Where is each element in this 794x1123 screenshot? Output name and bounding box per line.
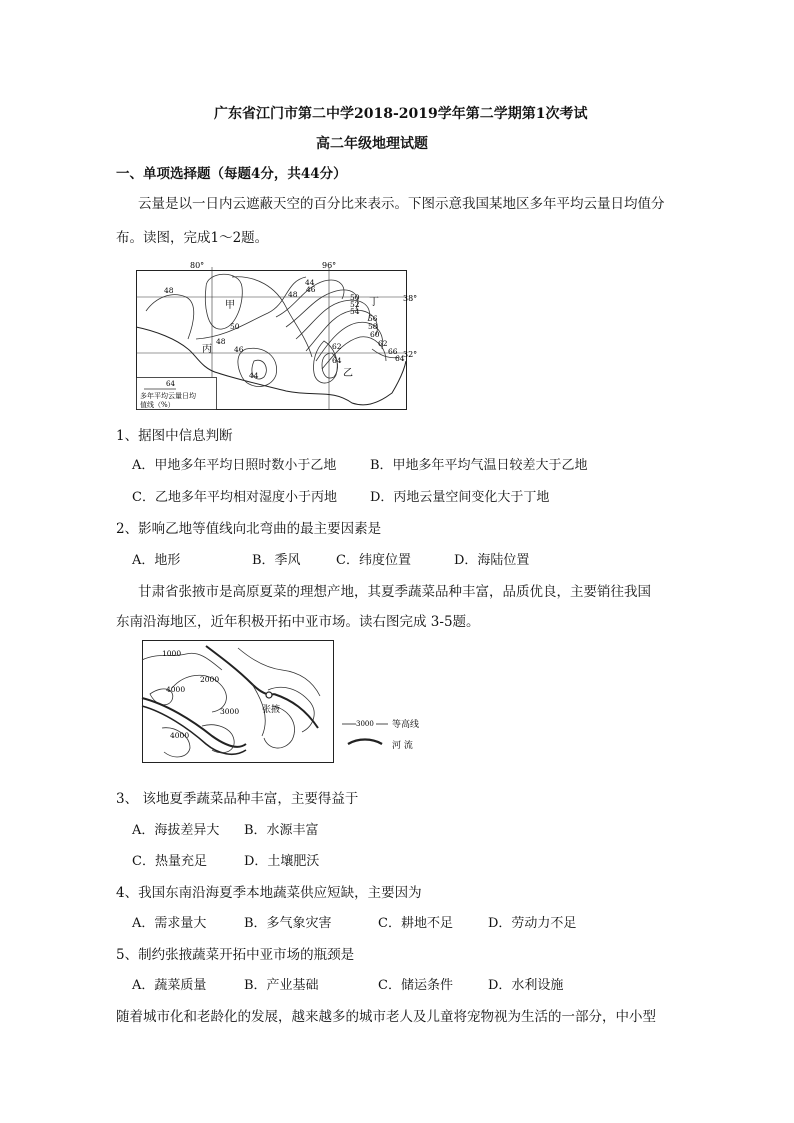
- contour-value: 44: [249, 371, 259, 380]
- legend-value: 64: [166, 380, 175, 388]
- contour-label-4000-south: 4000: [170, 731, 190, 740]
- question-2-stem: 2、影响乙地等值线向北弯曲的最主要因素是: [116, 521, 382, 537]
- section-heading: 一、单项选择题（每题4分，共44分）: [116, 166, 347, 182]
- contour-value: 56: [368, 314, 378, 323]
- contour-value: 48: [216, 337, 226, 346]
- question-5-option-a[interactable]: A．蔬菜质量: [132, 978, 207, 993]
- contour-value: 46: [306, 285, 316, 294]
- intro-paragraph-2-line-1: 甘肃省张掖市是高原夏菜的理想产地，其夏季蔬菜品种丰富，品质优良，主要销往我国: [138, 584, 651, 600]
- question-3-option-b[interactable]: B．水源丰富: [244, 823, 319, 838]
- question-4-option-a[interactable]: A．需求量大: [132, 916, 207, 931]
- lat-label-32: 32°: [403, 350, 418, 359]
- zhangye-terrain-map: [142, 640, 442, 768]
- question-3-option-a[interactable]: A．海拔差异大: [132, 823, 220, 838]
- question-1-stem: 1、据图中信息判断: [116, 428, 233, 444]
- legend-river-label: 河 流: [392, 741, 413, 751]
- contour-value: 44: [305, 278, 315, 287]
- place-yi: 乙: [343, 368, 353, 379]
- place-jia: 甲: [225, 300, 235, 311]
- contour-value: 58: [368, 322, 378, 331]
- contour-value: 62: [378, 339, 388, 348]
- contour-label-1000: 1000: [162, 649, 182, 658]
- question-4-option-d[interactable]: D．劳动力不足: [488, 916, 577, 931]
- question-4-option-c[interactable]: C．耕地不足: [378, 916, 453, 931]
- question-1-option-c[interactable]: C．乙地多年平均相对湿度小于丙地: [132, 490, 337, 505]
- contour-label-3000: 3000: [220, 707, 240, 716]
- contour-value: 50: [350, 293, 360, 302]
- city-label-zhangye: 张掖: [262, 705, 281, 715]
- question-2-option-c[interactable]: C．纬度位置: [336, 553, 411, 568]
- contour-value: 50: [230, 322, 240, 331]
- intro-paragraph-1-line-1: 云量是以一日内云遮蔽天空的百分比来表示。下图示意我国某地区多年平均云量日均值分: [138, 196, 665, 212]
- place-ding: 丁: [369, 297, 379, 308]
- contour-label-2000: 2000: [200, 675, 220, 684]
- question-1-option-d[interactable]: D．丙地云量空间变化大于丁地: [370, 490, 550, 505]
- contour-value: 48: [164, 286, 174, 295]
- exam-subtitle: 高二年级地理试题: [316, 136, 428, 152]
- contour-value: 54: [350, 307, 360, 316]
- contour-value: 64: [395, 354, 405, 363]
- contour-value: 52: [350, 300, 360, 309]
- question-4-option-b[interactable]: B．多气象灾害: [244, 916, 332, 931]
- legend-label-line-2: 值线（%）: [140, 401, 175, 409]
- question-5-option-c[interactable]: C．储运条件: [378, 978, 453, 993]
- question-2-option-d[interactable]: D．海陆位置: [454, 553, 530, 568]
- contour-value: 62: [332, 342, 342, 351]
- question-5-stem: 5、制约张掖蔬菜开拓中亚市场的瓶颈是: [116, 947, 355, 963]
- question-1-option-b[interactable]: B．甲地多年平均气温日较差大于乙地: [370, 458, 588, 473]
- cloud-cover-isoline-map: [136, 257, 418, 411]
- contour-value: 60: [370, 330, 380, 339]
- intro-paragraph-2-line-2: 东南沿海地区，近年积极开拓中亚市场。读右图完成 3-5题。: [116, 614, 480, 630]
- question-1-option-a[interactable]: A．甲地多年平均日照时数小于乙地: [132, 458, 337, 473]
- question-4-stem: 4、我国东南沿海夏季本地蔬菜供应短缺，主要因为: [116, 885, 422, 901]
- lat-label-38: 38°: [403, 294, 418, 303]
- exam-title: 广东省江门市第二中学2018-2019学年第二学期第1次考试: [214, 106, 588, 122]
- contour-value: 48: [288, 290, 298, 299]
- contour-label-4000-north: 4000: [166, 685, 186, 694]
- question-5-option-b[interactable]: B．产业基础: [244, 978, 319, 993]
- legend-contour-label: 等高线: [392, 720, 420, 730]
- question-3-option-d[interactable]: D．土壤肥沃: [244, 854, 320, 869]
- contour-value: 64: [332, 356, 342, 365]
- question-2-option-a[interactable]: A．地形: [132, 553, 181, 568]
- contour-value: 46: [234, 345, 244, 354]
- question-2-option-b[interactable]: B．季风: [252, 553, 301, 568]
- question-5-option-d[interactable]: D．水利设施: [488, 978, 564, 993]
- lon-label-96: 96°: [322, 261, 337, 270]
- intro-paragraph-1-line-2: 布。读图，完成1～2题。: [116, 230, 269, 246]
- intro-paragraph-3-line-1: 随着城市化和老龄化的发展，越来越多的城市老人及儿童将宠物视为生活的一部分，中小型: [116, 1009, 656, 1025]
- place-bing: 丙: [202, 344, 212, 355]
- question-3-stem: 3、 该地夏季蔬菜品种丰富，主要得益于: [116, 791, 359, 807]
- legend-label-line-1: 多年平均云量日均: [140, 392, 196, 400]
- question-3-option-c[interactable]: C．热量充足: [132, 854, 207, 869]
- legend-contour-value: 3000: [356, 720, 374, 728]
- lon-label-80: 80°: [190, 261, 205, 270]
- contour-value: 66: [388, 347, 398, 356]
